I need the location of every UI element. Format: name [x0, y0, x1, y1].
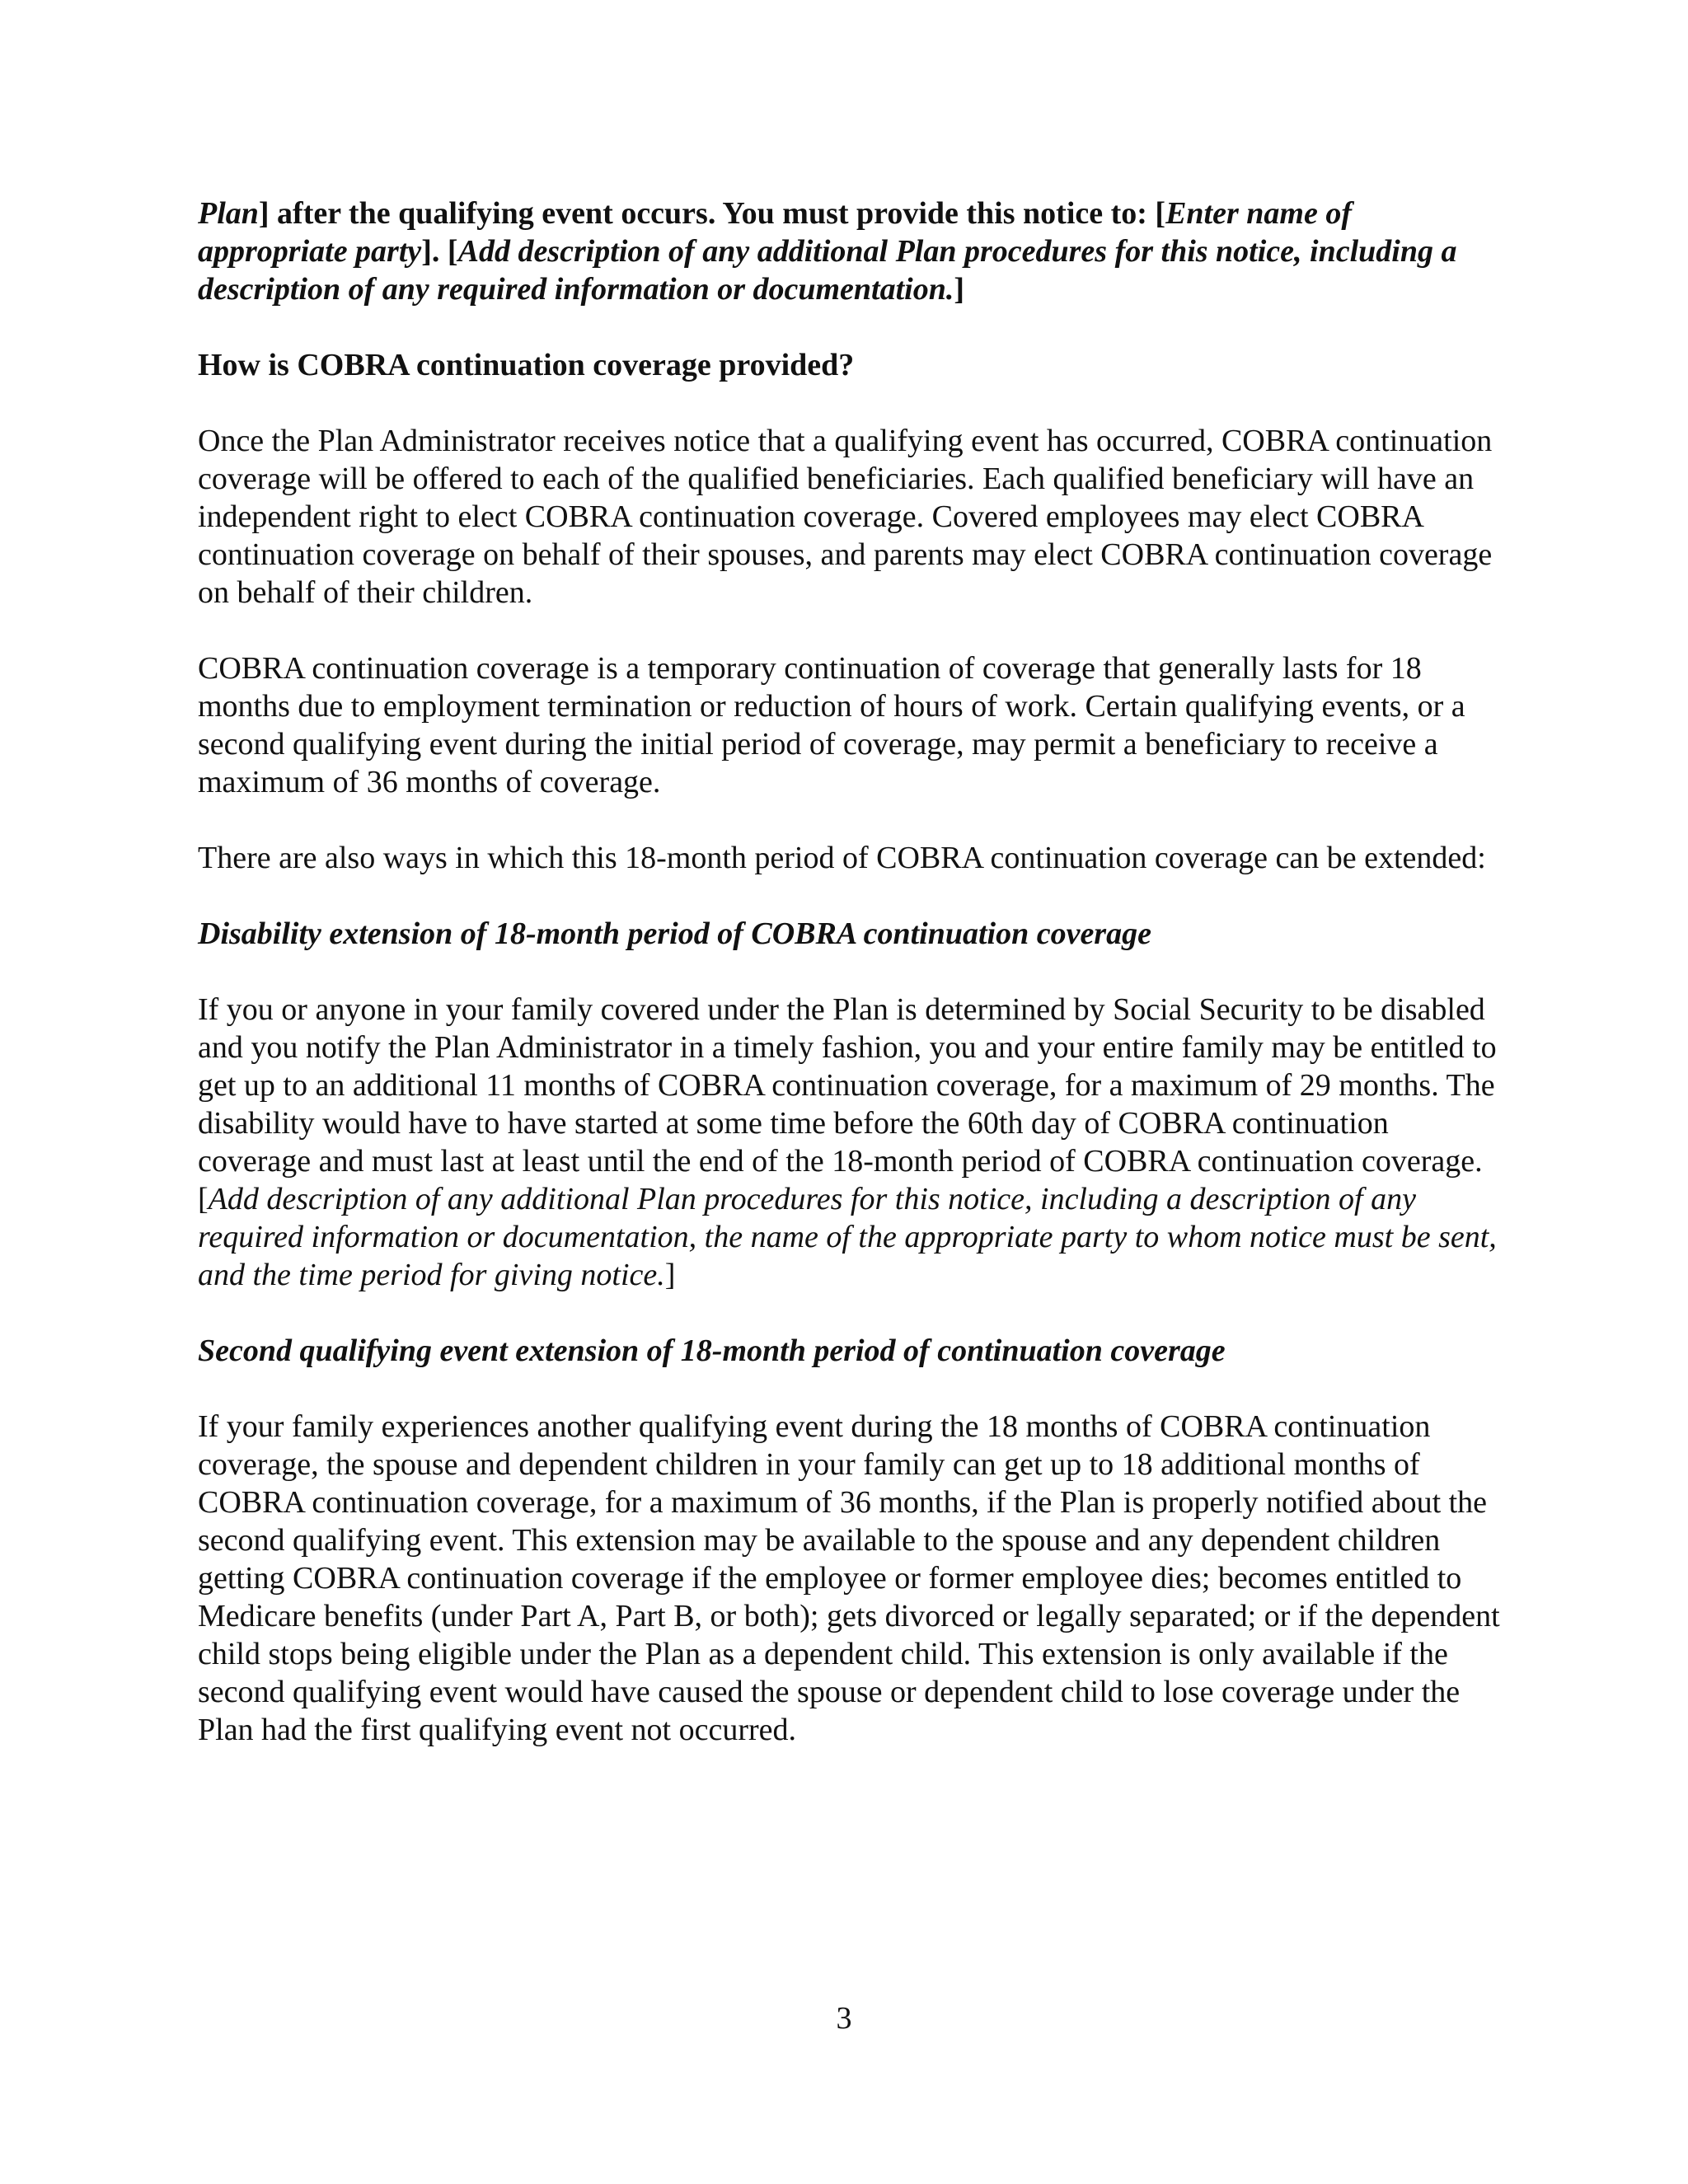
- paragraph-second-qualifying-event: If your family experiences another qualifying event during the 18 months of COBRA continuation coverage, the spouse and dependent children in your family can get up to 18 additional months of COBRA continuation coverage, for a maximum of 36 months, if the Plan is properly notified about the second qualifying event. This extension may be available to the spouse and any dependent children getting COBRA continuation coverage if the employee or former employee dies; becomes entitled to Medicare benefits (under Part A, Part B, or both); gets divorced or legally separated; or if the dependent child stops being eligible under the Plan as a dependent child. This extension is only available if the second qualifying event would have caused the spouse or dependent child to lose coverage under the Plan had the first qualifying event not occurred.: [198, 1409, 1500, 1747]
- notice-bracket-close: ]: [954, 272, 965, 307]
- notice-bracket-text: ]. [: [421, 234, 458, 269]
- paragraph-coverage-offered: Once the Plan Administrator receives notice that a qualifying event has occurred, COBRA continuation coverage will be offered to each of the qualified beneficiaries. Each qualified beneficiary will have an independent right to elect COBRA continuation coverage. Covered employees may elect COBRA continuation coverage on behalf of their spouses, and parents may elect COBRA continuation coverage on behalf of their children.: [198, 424, 1493, 610]
- disability-bracket-close: ]: [664, 1258, 676, 1292]
- page-content: [198, 194, 1500, 1749]
- paragraph-disability-extension: [198, 991, 1500, 1294]
- notice-recipient-placeholder: Enter name of appropriate party: [198, 196, 1352, 269]
- page-number: 3: [836, 2001, 852, 2036]
- paragraph-extension-ways: There are also ways in which this 18-month period of COBRA continuation coverage can be extended:: [198, 841, 1486, 875]
- notice-plan-fragment: Plan: [198, 196, 259, 231]
- heading-cobra-provided: How is COBRA continuation coverage provided?: [198, 348, 855, 382]
- notice-instructions-paragraph: [198, 194, 1500, 308]
- heading-second-qualifying-event: Second qualifying event extension of 18-month period of continuation coverage: [198, 1333, 1226, 1368]
- heading-disability-extension: Disability extension of 18-month period of COBRA continuation coverage: [198, 916, 1151, 951]
- disability-procedures-placeholder: Add description of any additional Plan procedures for this notice, including a description of any required information or documentation, the name of the appropriate party to whom notice must be sent, and the time period for giving notice.: [198, 1182, 1497, 1292]
- notice-deadline-text: ] after the qualifying event occurs. You must provide this notice to: [: [258, 196, 1166, 231]
- paragraph-temporary-continuation: COBRA continuation coverage is a temporary continuation of coverage that generally lasts for 18 months due to employment termination or reduction of hours of work. Certain qualifying events, or a second qualifying event during the initial period of coverage, may permit a beneficiary to receive a maximum of 36 months of coverage.: [198, 651, 1465, 799]
- disability-extension-text: If you or anyone in your family covered under the Plan is determined by Social Security to be disabled and you notify the Plan Administrator in a timely fashion, you and your entire family may be entitled to get up to an additional 11 months of COBRA continuation coverage, for a maximum of 29 months. The disability would have to have started at some time before the 60th day of COBRA continuation coverage and must last at least until the end of the 18-month period of COBRA continuation coverage. [: [198, 992, 1497, 1216]
- notice-procedures-placeholder: Add description of any additional Plan procedures for this notice, including a description of any required information or documentation.: [198, 234, 1457, 307]
